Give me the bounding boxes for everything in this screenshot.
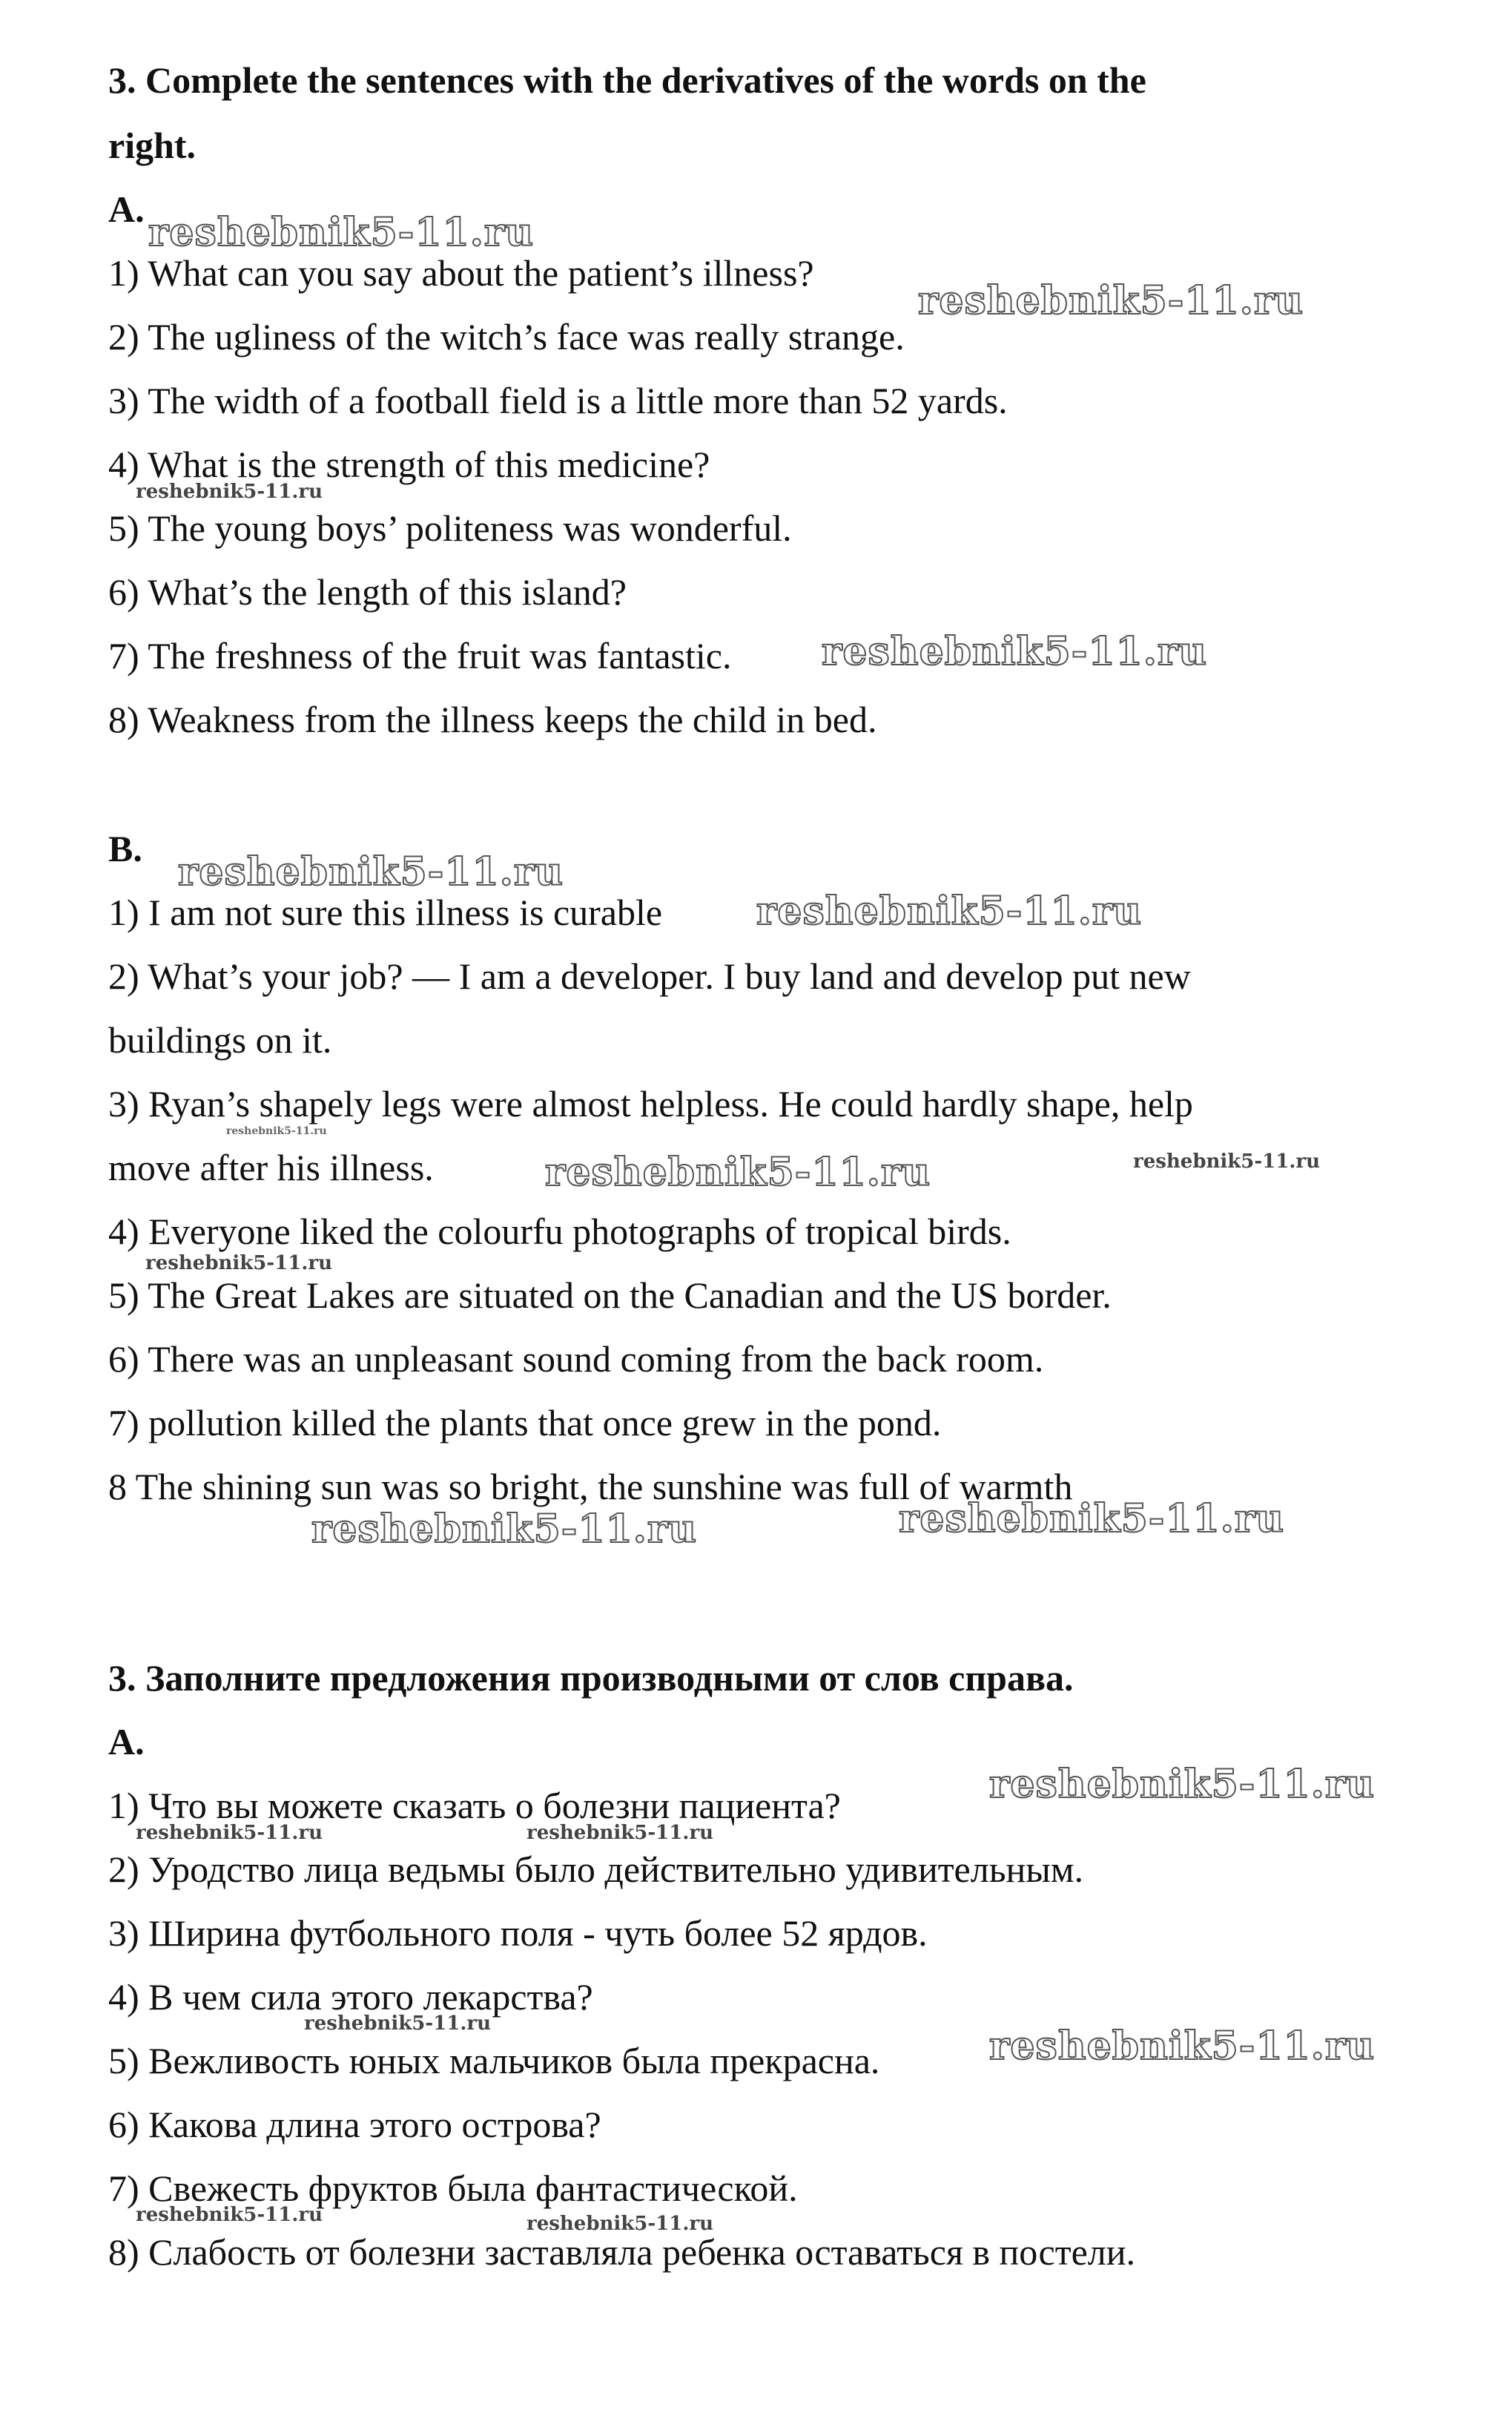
- part-a-item-6: 6) What’s the length of this island?: [108, 571, 627, 613]
- part-a-label-ru: A.: [108, 1721, 145, 1762]
- watermark: reshebnik5-11.ru: [136, 481, 323, 503]
- watermark: reshebnik5-11.ru: [918, 278, 1304, 323]
- part-b-line-8: 6) There was an unpleasant sound coming from the back room.: [108, 1338, 1044, 1380]
- watermark: reshebnik5-11.ru: [304, 2012, 492, 2035]
- watermark: reshebnik5-11.ru: [822, 629, 1208, 674]
- part-a-item-8: 8) Weakness from the illness keeps the child in bed.: [108, 699, 877, 740]
- ru-item-5: 5) Вежливость юных мальчиков была прекрасна.: [108, 2040, 880, 2081]
- watermark: reshebnik5-11.ru: [136, 1822, 323, 1844]
- part-b-line-3: buildings on it.: [108, 1019, 332, 1061]
- part-a-item-5: 5) The young boys’ politeness was wonderful.: [108, 507, 792, 549]
- watermark: reshebnik5-11.ru: [178, 849, 564, 895]
- watermark: reshebnik5-11.ru: [311, 1507, 698, 1552]
- part-b-line-7: 5) The Great Lakes are situated on the Canadian and the US border.: [108, 1274, 1112, 1316]
- watermark: reshebnik5-11.ru: [989, 2024, 1376, 2069]
- part-b-line-4: 3) Ryan’s shapely legs were almost helpless. He could hardly shape, help: [108, 1083, 1193, 1125]
- ru-item-4: 4) В чем сила этого лекарства?: [108, 1976, 593, 2018]
- part-b-line-2: 2) What’s your job? — I am a developer. I buy land and develop put new: [108, 955, 1191, 997]
- ru-item-1: 1) Что вы можете сказать о болезни пациента?: [108, 1785, 841, 1826]
- part-a-item-1: 1) What can you say about the patient’s illness?: [108, 252, 814, 294]
- part-b-line-5: move after his illness.: [108, 1147, 434, 1188]
- watermark: reshebnik5-11.ru: [526, 1822, 714, 1844]
- part-b-label-en: B.: [108, 828, 142, 869]
- ru-item-8: 8) Слабость от болезни заставляла ребенка оставаться в постели.: [108, 2231, 1135, 2273]
- ru-item-7: 7) Свежесть фруктов была фантастической.: [108, 2167, 798, 2209]
- watermark: reshebnik5-11.ru: [1133, 1150, 1321, 1173]
- part-b-line-6: 4) Everyone liked the colourfu photographs of tropical birds.: [108, 1211, 1011, 1252]
- part-a-item-2: 2) The ugliness of the witch’s face was really strange.: [108, 316, 905, 358]
- part-b-line-9: 7) pollution killed the plants that once grew in the pond.: [108, 1402, 942, 1443]
- watermark: reshebnik5-11.ru: [148, 210, 535, 255]
- ru-item-3: 3) Ширина футбольного поля - чуть более 52 ярдов.: [108, 1912, 928, 1954]
- watermark: reshebnik5-11.ru: [145, 1252, 333, 1274]
- watermark: reshebnik5-11.ru: [526, 2213, 714, 2235]
- ru-item-6: 6) Какова длина этого острова?: [108, 2104, 601, 2145]
- watermark: reshebnik5-11.ru: [136, 2204, 323, 2226]
- part-a-item-4: 4) What is the strength of this medicine?: [108, 444, 710, 485]
- watermark: reshebnik5-11.ru: [226, 1125, 327, 1137]
- watermark: reshebnik5-11.ru: [545, 1150, 931, 1195]
- part-a-item-7: 7) The freshness of the fruit was fantastic.: [108, 635, 732, 676]
- exercise-title-en-line2: right.: [108, 125, 197, 166]
- part-a-label-en: A.: [108, 188, 145, 230]
- watermark: reshebnik5-11.ru: [899, 1496, 1285, 1541]
- part-a-item-3: 3) The width of a football field is a little more than 52 yards.: [108, 380, 1008, 421]
- part-b-line-1: 1) I am not sure this illness is curable: [108, 892, 663, 933]
- watermark: reshebnik5-11.ru: [989, 1762, 1376, 1807]
- exercise-title-en-line1: 3. Complete the sentences with the derivatives of the words on the: [108, 59, 1146, 101]
- part-b-line-10: 8 The shining sun was so bright, the sunshine was full of warmth: [108, 1466, 1073, 1507]
- ru-item-2: 2) Уродство лица ведьмы было действительно удивительным.: [108, 1848, 1083, 1890]
- exercise-title-ru: 3. Заполните предложения производными от слов справа.: [108, 1657, 1074, 1699]
- watermark: reshebnik5-11.ru: [756, 889, 1143, 934]
